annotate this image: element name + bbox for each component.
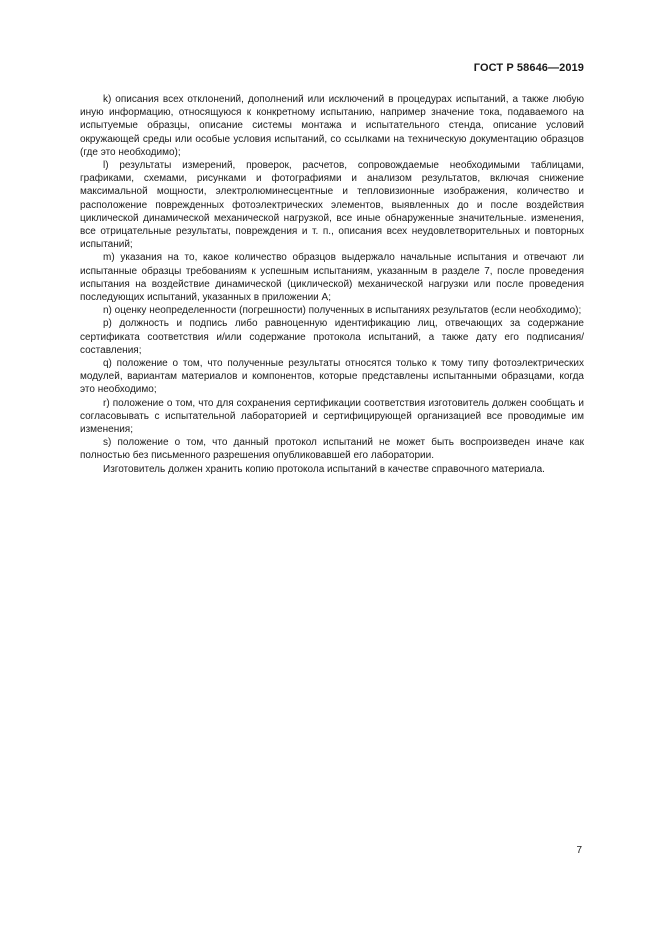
list-item-p: p) должность и подпись либо равноценную идентификацию лиц, отвечающих за содержание сертификата соответствия и/или содержание протокола испытаний, а также дату его подписания/составления; [80, 318, 584, 356]
standard-designation: ГОСТ Р 58646—2019 [473, 62, 584, 74]
list-item-k: k) описания всех отклонений, дополнений или исключений в процедурах испытаний, а также любую иную информацию, относящуюся к конкретному испытанию, например значение тока, подаваемого на испытуемые образцы, описание системы монтажа и испытательного стенда, описание условий окружающей среды или особые условия испытаний, со ссылками на техническую документацию образцов (где это необходимо); [80, 94, 584, 158]
list-item-l: l) результаты измерений, проверок, расчетов, сопровождаемые необходимыми таблицами, графиками, схемами, рисунками и фотографиями и анализом результатов, включая снижение максимальной мощности, электролюминесцентные и тепловизионные изображения, количество и расположение поврежденных фотоэлектрических элементов, выявленных до и после воздействия циклической динамической механической нагрузкой, все иные обнаруженные значительные. изменения, все отрицательные результаты, повреждения и т. п., описания всех неудовлетворительных и повторных испытаний; [80, 160, 584, 251]
list-item-q: q) положение о том, что полученные результаты относятся только к тому типу фотоэлектрических модулей, вариантам материалов и компонентов, которые представлены испытанными образцами, когда это необходимо; [80, 358, 584, 396]
page-number: 7 [576, 845, 582, 856]
list-item-m: m) указания на то, какое количество образцов выдержало начальные испытания и отвечают ли испытанные образцы требованиям к успешным испытаниям, указанным в разделе 7, после проведения испытания на воздействие динамической (циклической) механической нагрузки или после проведения последующих испытаний, указанных в приложении А; [80, 252, 584, 304]
document-body [80, 93, 584, 476]
list-item-r: r) положение о том, что для сохранения сертификации соответствия изготовитель должен сообщать и согласовывать с испытательной лабораторией и сертифицирующей организацией все проводимые им изменения; [80, 397, 584, 436]
closing-paragraph: Изготовитель должен хранить копию протокола испытаний в качестве справочного материала. [103, 463, 545, 475]
list-item-n: n) оценку неопределенности (погрешности) полученных в испытаниях результатов (если необходимо); [103, 305, 582, 317]
list-item-s: s) положение о том, что данный протокол испытаний не может быть воспроизведен иначе как полностью без письменного разрешения опубликовавшей его лаборатории. [80, 437, 584, 462]
